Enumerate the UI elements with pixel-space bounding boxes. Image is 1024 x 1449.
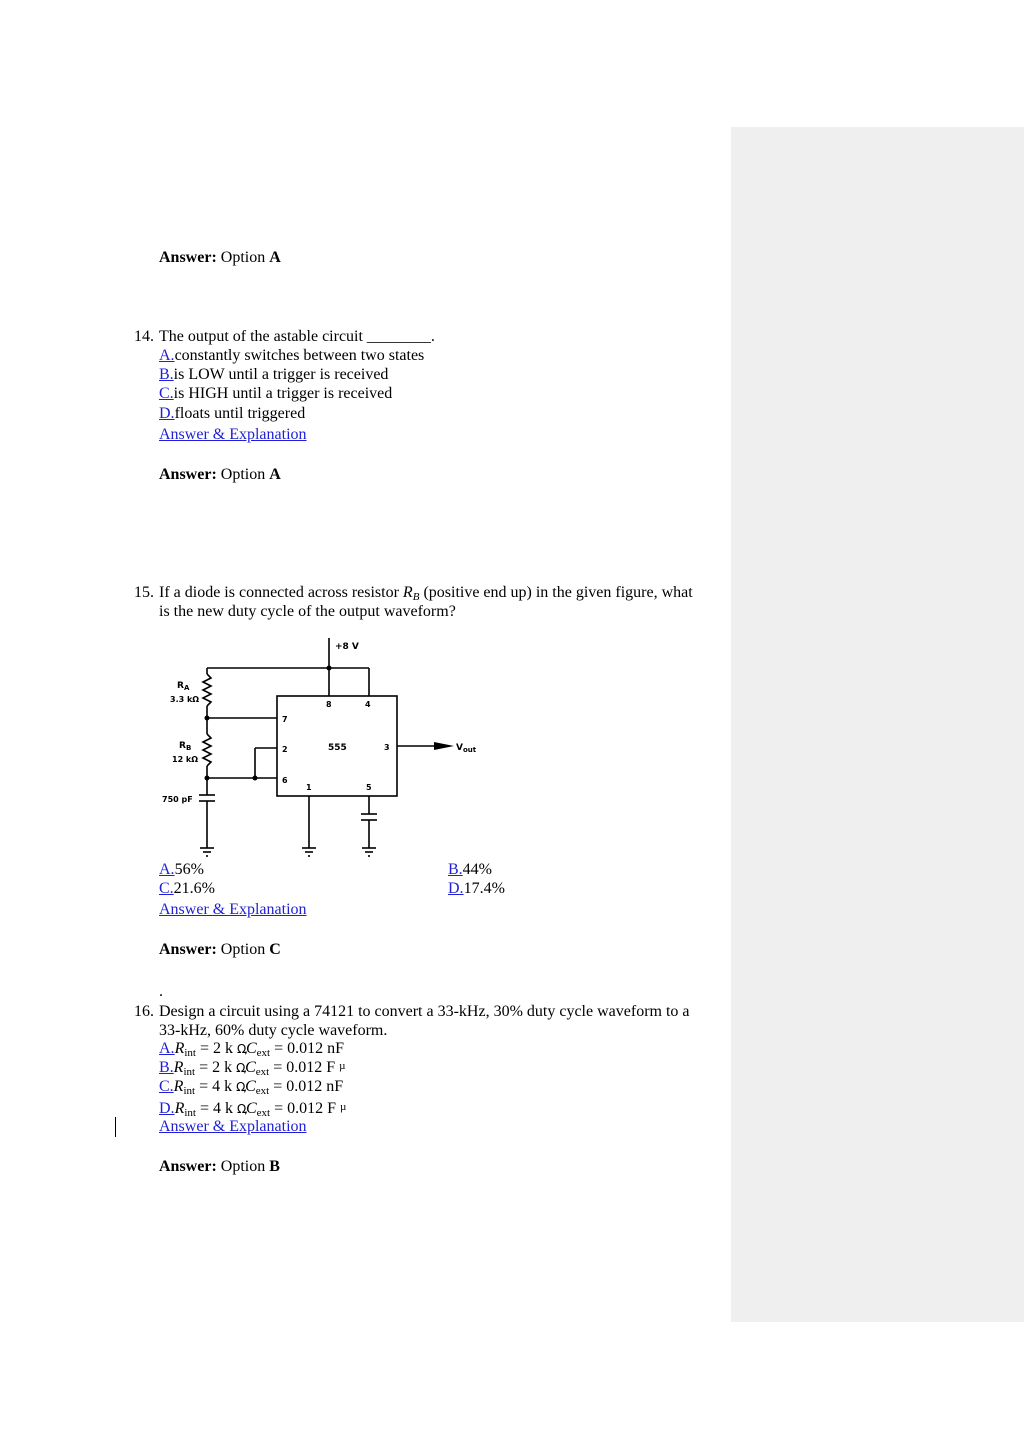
q14-option-a: [159, 346, 424, 365]
answer-explanation-link[interactable]: Answer & Explanation: [159, 901, 307, 918]
q15-number: 15.: [134, 584, 154, 601]
answer-text: Option: [220, 466, 266, 483]
answer-option: A: [269, 466, 281, 483]
q13-answer: [159, 248, 281, 267]
q16-number: 16.: [134, 1003, 154, 1020]
supply-label: +8 V: [335, 642, 359, 652]
q15-option-d: [448, 879, 505, 898]
option-letter-link[interactable]: B.: [159, 1059, 174, 1076]
chip-label: 555: [328, 743, 347, 753]
option-text: is HIGH until a trigger is received: [173, 385, 393, 402]
option-text: 56%: [174, 861, 204, 878]
pin-4: 4: [365, 700, 371, 709]
q15-option-c: [159, 879, 215, 898]
ra-value-label: 3.3 kΩ: [170, 695, 200, 704]
ohm-symbol: Ω,: [237, 1042, 246, 1056]
answer-text: Option: [220, 1158, 266, 1175]
q16-option-c: $C.R_{int} = 4$ k $\Omega,C_{ext} = 0.012$ nF: [159, 1078, 344, 1097]
q16-question-line2: 33-kHz, 60% duty cycle waveform.: [159, 1022, 388, 1039]
answer-option: C: [269, 941, 281, 958]
q15-option-b: [448, 860, 492, 879]
q16-option-d: $D.R_{int} = 4$ k $\Omega,C_{ext} = 0.012$ F µ: [159, 1100, 347, 1119]
ohm-symbol: Ω,: [236, 1080, 246, 1094]
q14-option-d: [159, 404, 305, 423]
q16-option-a: $A.R_{int} = 2$ k $\Omega,C_{ext} = 0.012$ nF: [159, 1040, 345, 1059]
q14-question: The output of the astable circuit ________.: [159, 328, 435, 345]
answer-text: Option: [220, 249, 266, 266]
answer-label: Answer:: [159, 466, 217, 483]
q15-question-line1: If a diode is connected across resistor $R_B$ (positive end up) in the given figure, what: [159, 584, 693, 603]
stray-dot: .: [159, 983, 163, 1000]
option-text: floats until triggered: [174, 405, 306, 422]
q15-option-a: [159, 860, 204, 879]
option-letter-link[interactable]: C.: [159, 1078, 174, 1095]
option-letter-link[interactable]: D.: [159, 1100, 175, 1117]
q16-option-b: $B.R_{int} = 2$ k $\Omega,C_{ext} = 0.012$ F µ: [159, 1059, 346, 1078]
answer-label: Answer:: [159, 1158, 217, 1175]
option-text: 21.6%: [173, 880, 215, 897]
pin-7: 7: [282, 715, 288, 724]
q15-explanation: [159, 900, 307, 919]
q14-explanation: [159, 425, 307, 444]
option-letter-link[interactable]: C.: [159, 385, 174, 402]
pin-2: 2: [282, 745, 288, 754]
output-label: $V_{out}$: [456, 743, 477, 754]
q15-question-line2: is the new duty cycle of the output waveform?: [159, 603, 456, 620]
answer-option: A: [269, 249, 281, 266]
answer-explanation-link[interactable]: Answer & Explanation: [159, 426, 307, 443]
svg-text:RB: $R_B$: [179, 741, 192, 752]
rb-value-label: 12 kΩ: [172, 755, 199, 764]
option-text: 44%: [462, 861, 492, 878]
q16-explanation: [159, 1117, 307, 1136]
option-letter-link[interactable]: A.: [159, 347, 175, 364]
q15-answer: [159, 940, 281, 959]
answer-explanation-link[interactable]: Answer & Explanation: [159, 1118, 307, 1135]
option-letter-link[interactable]: A.: [159, 1040, 175, 1057]
option-letter-link[interactable]: B.: [159, 366, 174, 383]
astable-555-circuit-figure: [158, 638, 498, 864]
q16-answer: [159, 1157, 280, 1176]
option-text: is LOW until a trigger is received: [173, 366, 389, 383]
svg-text:RA: $R_A$: [177, 681, 190, 692]
option-letter-link[interactable]: A.: [159, 861, 175, 878]
pin-8: 8: [326, 700, 332, 709]
option-letter-link[interactable]: B.: [448, 861, 463, 878]
pin-6: 6: [282, 776, 288, 785]
text-cursor: [115, 1117, 116, 1137]
q14-number: 14.: [134, 328, 154, 345]
micro-symbol: µ: [340, 1101, 347, 1113]
pin-5: 5: [366, 783, 372, 792]
q16-question-line1: Design a circuit using a 74121 to convert a 33-kHz, 30% duty cycle waveform to a: [159, 1003, 690, 1020]
option-text: 17.4%: [463, 880, 505, 897]
option-letter-link[interactable]: C.: [159, 880, 174, 897]
option-letter-link[interactable]: D.: [448, 880, 464, 897]
option-letter-link[interactable]: D.: [159, 405, 175, 422]
answer-label: Answer:: [159, 941, 217, 958]
ohm-symbol: Ω,: [236, 1061, 246, 1075]
answer-option: B: [269, 1158, 280, 1175]
pin-1: 1: [306, 783, 312, 792]
cap-value-label: 750 pF: [162, 795, 193, 804]
pin-3: 3: [384, 743, 390, 752]
comment-pane: [731, 127, 1024, 1322]
q14-option-b: [159, 365, 388, 384]
answer-text: Option: [220, 941, 266, 958]
micro-symbol: µ: [339, 1060, 346, 1072]
q14-answer: [159, 465, 281, 484]
option-text: constantly switches between two states: [174, 347, 425, 364]
ohm-symbol: Ω,: [237, 1102, 246, 1116]
answer-label: Answer:: [159, 249, 217, 266]
q14-option-c: [159, 384, 392, 403]
